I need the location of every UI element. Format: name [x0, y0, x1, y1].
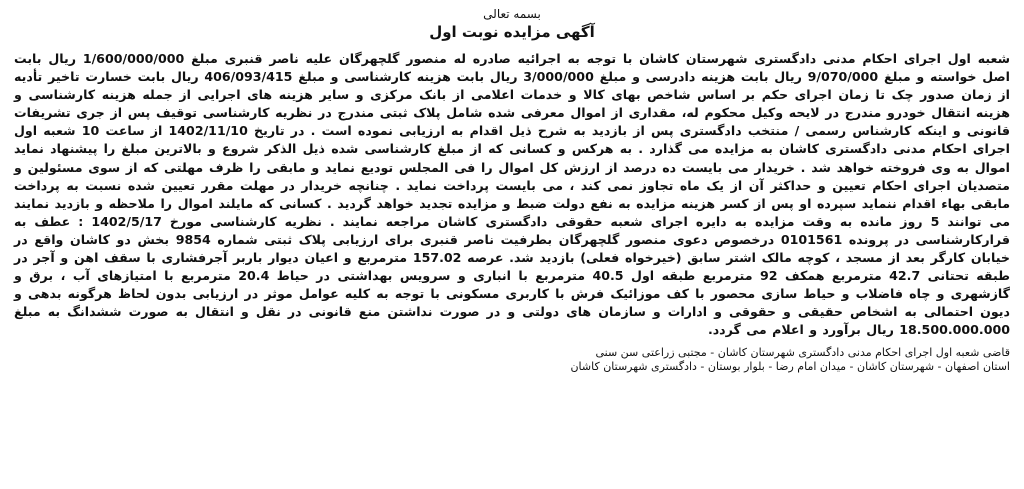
court-address-line: استان اصفهان - شهرستان کاشان - میدان امام رضا - بلوار بوستان - دادگستری شهرستان کاشان: [570, 360, 1010, 373]
notice-header: [14, 6, 1010, 42]
judge-signature-line: قاضی شعبه اول اجرای احکام مدنی دادگستری شهرستان کاشان - مجتبی زراعتی سن سنی: [595, 345, 1010, 359]
bismillah-text: بسمه تعالی: [483, 7, 541, 21]
notice-body-paragraph: شعبه اول اجرای احکام مدنی دادگستری شهرستان کاشان با توجه به اجرائیه صادره له منصور گلچهرگان علیه ناصر قنبری مبلغ 1/600/000/000 ریال بابت اصل خواسته و مبلغ 9/070/000 ریال بابت هزینه دادرسی و مبلغ 3/000/000 ریال بابت هزینه کارشناسی و مبلغ 406/093/415 ریال بابت خسارت تاخیر تأدیه از زمان صدور چک تا زمان اجرای حکم بر اساس شاخص بهای کالا و خدمات اعلامی از بانک مرکزی و سایر هزینه های اجرایی از جمله هزینه کارشناسی و هزینه انتقال خودرو مندرج در لایحه وکیل محکوم له، مقداری از اموال معرفی شده شامل پلاک ثبتی مندرج در نظریه کارشناسی توقیف پس از جری تشریفات قانونی و اینکه کارشناس رسمی / منتخب دادگستری پس از بازدید به شرح ذیل اقدام به ارزیابی نموده است . در تاریخ 1402/11/10 از ساعت 10 شعبه اول اجرای احکام مدنی دادگستری کاشان به مزایده می گذارد . به هرکس و کسانی که از مبلغ کارشناسی شده ذیل الذکر شروع و بالاترین مبلغ را پیشنهاد نماید اموال به وی فروخته خواهد شد . خریدار می بایست ده درصد از ارزش کل اموال را فی المجلس تودیع نماید و مابقی را ظرف مهلتی که از سوی مسئولین و متصدیان اجرای احکام تعیین و حداکثر آن از یک ماه تجاوز نمی کند ، می بایست پرداخت نماید . چنانچه خریدار در مهلت مقرر تعیین شده نسبت به پرداخت مابقی بهاء اقدام ننماید سپرده او پس از کسر هزینه مزایده به نفع دولت ضبط و مزایده تجدید خواهد گردید . کسانی که مایلند اموال را ملاحظه و بازدید نمایند می توانند 5 روز مانده به وقت مزایده به دایره اجرای شعبه حقوقی دادگستری کاشان مراجعه نمایند . نظریه کارشناسی مورخ 1402/5/17 : عطف به قرارکارشناسی در پرونده 0101561 درخصوص دعوی منصور گلچهرگان بطرفیت ناصر قنبری برای ارزیابی پلاک ثبتی شماره 9854 بخش دو کاشان واقع در خیابان کارگر بعد از مسجد ، کوچه مالک اشتر سابق (خیرخواه فعلی) بازدید شد. عرصه 157.02 مترمربع و اعیان دیوار باربر آجرفشاری با سقف اهن و آجر در طبقه تحتانی 42.7 مترمربع همکف 92 مترمربع طبقه اول 40.5 مترمربع با انباری و سرویس بهداشتی در حیاط 20.4 مترمربع با امتیازهای آب ، برق و گازشهری و چاه فاضلاب و حیاط سازی محصور با کف موزائیک فرش با کاربری مسکونی با توجه به کلیه عوامل موثر در ارزیابی بدون لحاظ هرگونه بدهی و دیون احتمالی به اشخاص حقیقی و حقوقی و ادارات و سازمان های دولتی و در صورت نداشتن منع قانونی در نقل و انتقال به صورت ششدانگ به مبلغ 18.500.000.000 ریال برآورد و اعلام می گردد.: [14, 51, 1011, 338]
notice-footer: [14, 346, 1010, 375]
notice-title: آگهی مزایده نوبت اول: [429, 23, 595, 41]
